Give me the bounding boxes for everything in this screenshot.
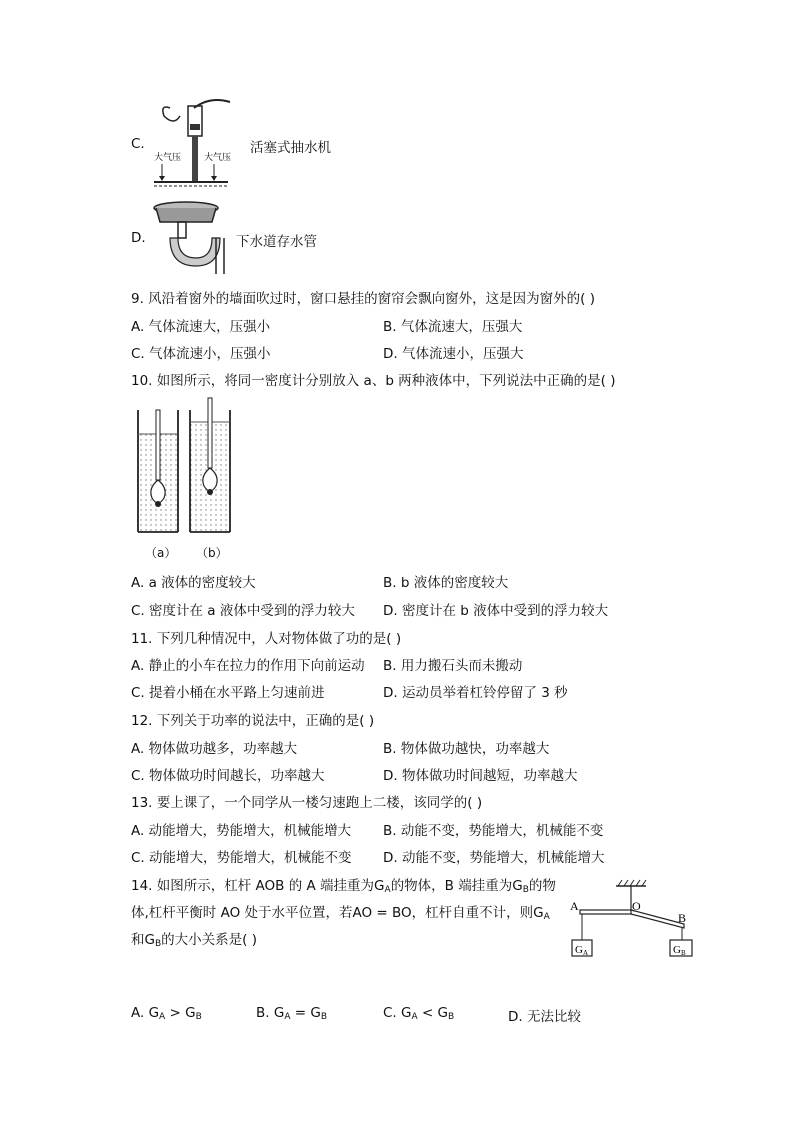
piston-pump-figure — [150, 96, 240, 196]
q12-option-d: D. 物体做功时间越短，功率越大 — [383, 768, 578, 784]
q14-option-d: D. 无法比较 — [508, 1009, 581, 1025]
q9-option-c: C. 气体流速小，压强小 — [131, 346, 271, 362]
lever-figure — [566, 878, 696, 962]
drain-trap-figure — [150, 200, 235, 275]
q13-stem: 13. 要上课了，一个同学从一楼匀速跑上二楼，该同学的( ) — [131, 795, 483, 811]
q13-option-c: C. 动能增大，势能增大，机械能不变 — [131, 850, 352, 866]
q12-option-a: A. 物体做功越多，功率越大 — [131, 741, 298, 757]
q14-stem-line2: 体,杠杆平衡时 AO 处于水平位置，若AO = BO，杠杆自重不计，则$G_A$ — [131, 905, 550, 922]
q10-option-c: C. 密度计在 a 液体中受到的浮力较大 — [131, 603, 355, 619]
weight-ga-label: GA — [575, 944, 589, 957]
q12-option-c: C. 物体做功时间越长，功率越大 — [131, 768, 325, 784]
fig-label-A: A — [570, 899, 579, 913]
q10-option-b: B. b 液体的密度较大 — [383, 575, 509, 591]
fig-text-left: 大气压 — [154, 153, 182, 163]
q9-option-b: B. 气体流速大，压强大 — [383, 319, 523, 335]
q13-option-b: B. 动能不变，势能增大，机械能不变 — [383, 823, 604, 839]
fig-label-b: （b） — [196, 546, 228, 560]
q13-option-d: D. 动能不变，势能增大，机械能增大 — [383, 850, 605, 866]
q8-option-c-letter: C. — [131, 136, 145, 152]
q8-option-d-label: 下水道存水管 — [236, 234, 317, 250]
q8-option-d-letter: D. — [131, 230, 146, 246]
q12-stem: 12. 下列关于功率的说法中，正确的是( ) — [131, 713, 375, 729]
q14-option-a: A. $G_A > G_B$ — [131, 1005, 202, 1022]
q8-option-c-label: 活塞式抽水机 — [250, 140, 331, 156]
q13-option-a: A. 动能增大，势能增大，机械能增大 — [131, 823, 352, 839]
q11-option-d: D. 运动员举着杠铃停留了 3 秒 — [383, 685, 568, 701]
q14-option-b: B. $G_A = G_B$ — [256, 1005, 328, 1022]
q11-option-b: B. 用力搬石头而未搬动 — [383, 658, 523, 674]
q10-stem: 10. 如图所示，将同一密度计分别放入 a、b 两种液体中，下列说法中正确的是( ) — [131, 373, 616, 389]
q11-option-c: C. 提着小桶在水平路上匀速前进 — [131, 685, 325, 701]
fig-label-O: O — [632, 899, 641, 913]
fig-label-a: （a） — [145, 546, 177, 560]
q9-option-d: D. 气体流速小，压强大 — [383, 346, 524, 362]
q14-stem-line3: 和$G_B$的大小关系是( ) — [131, 932, 257, 949]
q10-option-d: D. 密度计在 b 液体中受到的浮力较大 — [383, 603, 609, 619]
q14-option-c: C. $G_A < G_B$ — [383, 1005, 455, 1022]
q14-stem-line1: 14. 如图所示，杠杆 AOB 的 A 端挂重为$G_A$的物体，B 端挂重为$G_B$的物 — [131, 878, 556, 895]
q11-option-a: A. 静止的小车在拉力的作用下向前运动 — [131, 658, 365, 674]
fig-label-B: B — [678, 911, 687, 925]
q12-option-b: B. 物体做功越快，功率越大 — [383, 741, 550, 757]
q9-option-a: A. 气体流速大，压强小 — [131, 319, 271, 335]
q11-stem: 11. 下列几种情况中，人对物体做了功的是( ) — [131, 631, 402, 647]
q10-option-a: A. a 液体的密度较大 — [131, 575, 256, 591]
weight-gb-label: GB — [673, 944, 686, 957]
fig-text-right: 大气压 — [204, 153, 232, 163]
q9-stem: 9. 风沿着窗外的墙面吹过时，窗口悬挂的窗帘会飘向窗外，这是因为窗外的( ) — [131, 291, 595, 307]
hydrometer-figure — [134, 398, 244, 534]
